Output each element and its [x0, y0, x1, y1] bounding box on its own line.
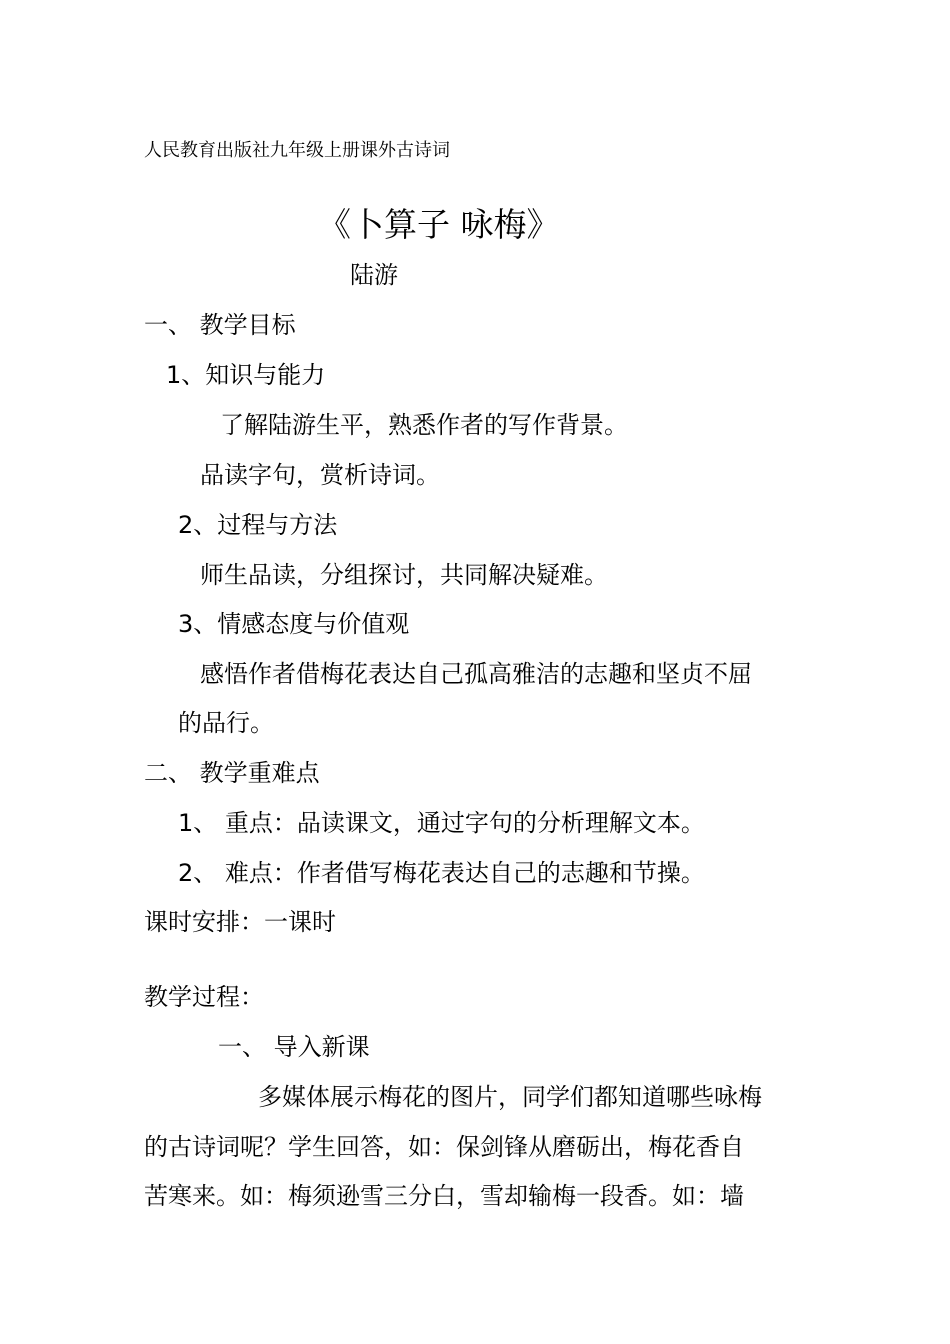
goal2-line1: 师生品读，分组探讨，共同解决疑难。 [200, 561, 608, 589]
step1-heading: 一、 导入新课 [218, 1033, 370, 1061]
schedule-line: 课时安排：一课时 [144, 908, 336, 936]
goal1-heading: 1、知识与能力 [166, 361, 326, 389]
publisher-header: 人民教育出版社九年级上册课外古诗词 [144, 140, 450, 161]
goal1-line1: 了解陆游生平，熟悉作者的写作背景。 [220, 411, 628, 439]
goal3-line1: 感悟作者借梅花表达自己孤高雅洁的志趣和坚贞不屈 [200, 660, 752, 688]
step1-line2: 的古诗词呢？学生回答，如：保剑锋从磨砺出，梅花香自 [144, 1133, 744, 1161]
goal3-line2: 的品行。 [178, 709, 274, 737]
goal3-heading: 3、情感态度与价值观 [178, 610, 410, 638]
goal2-heading: 2、过程与方法 [178, 511, 338, 539]
step1-line3: 苦寒来。如：梅须逊雪三分白，雪却输梅一段香。如：墙 [144, 1182, 744, 1210]
focus-item-1: 1、 重点：品读课文，通过字句的分析理解文本。 [178, 809, 705, 837]
focus-heading: 二、 教学重难点 [144, 759, 320, 787]
goal1-line2: 品读字句，赏析诗词。 [200, 461, 440, 489]
goals-heading: 一、 教学目标 [144, 311, 296, 339]
document-title: 《卜算子 咏梅》 [318, 205, 560, 244]
author-name: 陆游 [350, 261, 398, 289]
process-heading: 教学过程： [144, 983, 264, 1011]
step1-line1: 多媒体展示梅花的图片，同学们都知道哪些咏梅 [258, 1083, 762, 1111]
focus-item-2: 2、 难点：作者借写梅花表达自己的志趣和节操。 [178, 859, 705, 887]
